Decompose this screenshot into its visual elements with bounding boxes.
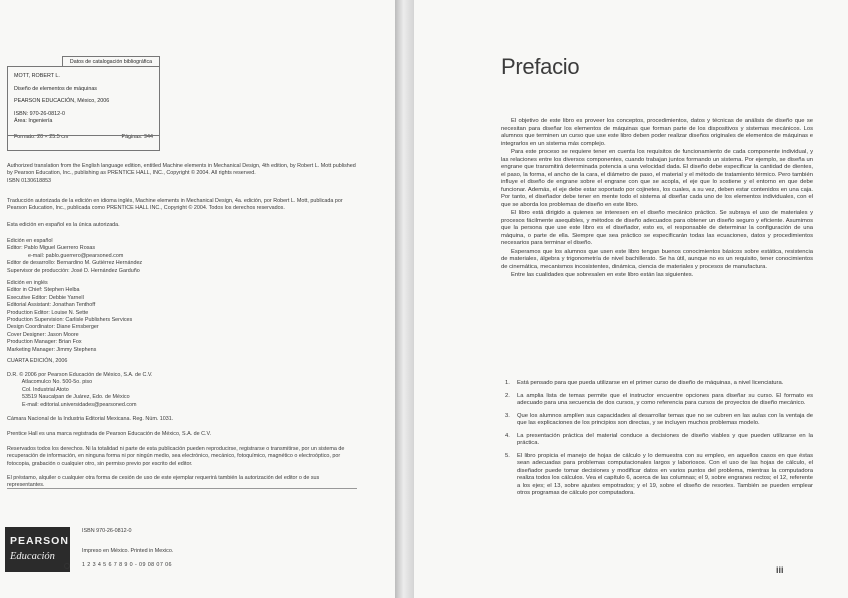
copyright-english-text: Authorized translation from the English language edition, entitled Machine elements in Mechanical Design, 4th edition, by Robert L. Mott published by Pearson Education, Inc., publishing as PRENTICE HALL, INC., Copyright © 2004. All rights reserved. — [7, 163, 356, 177]
edition-note: Esta edición en español es la única autorizada. — [7, 222, 120, 228]
spanish-edition-credits — [7, 238, 357, 275]
catalog-card-tab: Datos de catalogación bibliográfica — [62, 56, 160, 67]
printed-in: Impreso en México. Printed in Mexico. — [82, 548, 174, 554]
fourth-edition: CUARTA EDICIÓN, 2006 — [7, 358, 68, 364]
card-author: MOTT, ROBERT L. — [14, 73, 60, 79]
rights-reserved: Reservados todos los derechos. Ni la totalidad ni parte de esta publicación pueden reproducirse, registrarse o transmitirse, por un sistema de recuperación de información, en ninguna forma ni por ningún medio, sea electrónico, mecánico, fotoquímico, magnético o electroóptico, por fotocopia, grabación o cualquier otro, sin permiso previo por escrito del editor. — [7, 446, 345, 467]
credit-line: Marketing Manager: Jimmy Stephens — [7, 346, 97, 353]
item-text: La amplia lista de temas permite que el instructor encuentre opciones para diseñar su curso. El formato es adecuado para una secuencia de dos cursos, y como referencia para cursos de proyectos de diseño mecánico. — [517, 392, 813, 406]
logo-subtitle: Educación — [10, 551, 55, 562]
list-item — [501, 413, 813, 428]
copyright-spanish-text: Traducción autorizada de la edición en idioma inglés, Machine elements in Mechanical Design, 4a. edición, por Robert L. Mott, publicada por Pearson Education, Inc., publicada como PRENTICE HALL INC., Copyright © 2004. Todos los derechos reservados. — [7, 198, 343, 212]
list-item — [501, 453, 813, 498]
item-text: Está pensado para que pueda utilizarse en el primer curso de diseño de máquinas, a nivel licenciatura. — [517, 380, 784, 386]
isbn-english: ISBN 0130618853 — [7, 177, 52, 184]
credit-line: e-mail: pablo.guerrero@pearsoned.com — [7, 252, 124, 259]
credit-line: Cover Designer: Jason Moore — [7, 331, 79, 338]
page-title: Prefacio — [501, 54, 580, 79]
print-run: 1 2 3 4 5 6 7 8 9 0 - 09 08 07 06 — [82, 562, 172, 568]
english-edition-credits — [7, 280, 357, 354]
publisher-line: 53519 Naucalpan de Juárez, Edo. de México — [7, 394, 130, 401]
item-text: El libro propicia el manejo de hojas de cálculo y lo demuestra con su empleo, en aquellos casos en que éstas sean adecuadas para problemas computacionales largos y laboriosos. Con el uso de las hojas de cálculo, el diseñador puede tomar decisiones y modificar datos en varios puntos del problema, mientras la computadora realiza todos los cálculos. Vea el capítulo 6, acerca de las columnas; el 9, sobre engranes rectos; el 12, referente a los ejes; el 13, sobre ajustes empotrados; y el 19, sobre el diseño de resortes. También se pueden emplear otros programas de cálculo por computadora. — [517, 452, 813, 496]
paragraph: Esperamos que los alumnos que usen este libro tengan buenos conocimientos básicos sobre estática, resistencia de materiales, álgebra y trigonometría de nivel bachillerato. Se ha útil, aunque no es un requisito, tener conocimientos de cinemática, mecanismos incosistentes, dinámica, ciencia de materiales y procesos de manufactura. — [501, 248, 813, 270]
credit-line: Editorial Assistant: Jonathan Tenthoff — [7, 302, 96, 309]
features-list — [501, 380, 813, 503]
publisher-line: Atlacomulco No. 500-5o. piso — [7, 379, 93, 386]
credit-line: Production Manager: Brian Fox — [7, 339, 82, 346]
loan-note: El préstamo, alquiler o cualquier otra forma de cesión de uso de este ejemplar requerirá también la autorización del editor o de sus representantes. — [7, 475, 320, 489]
card-area: Área: Ingeniería — [14, 118, 53, 125]
credit-line: Editor: Pablo Miguel Guerrero Rosas — [7, 245, 96, 252]
list-item — [501, 380, 813, 388]
item-number: 2. — [505, 392, 510, 399]
credit-line: Design Coordinator: Diane Ernsberger — [7, 324, 99, 331]
isbn-spanish: ISBN 970-26-0812-0 — [82, 528, 132, 534]
copyright-page — [0, 0, 395, 598]
catalog-card — [7, 66, 160, 151]
card-edition: PEARSON EDUCACIÓN, México, 2006 — [14, 98, 110, 105]
copyright-english — [7, 163, 357, 185]
card-pages: Páginas: 944 — [121, 133, 153, 140]
preface-body — [501, 118, 813, 281]
preface-page — [414, 0, 848, 598]
credit-line: Supervisor de producción: José D. Hernández Garduño — [7, 267, 140, 274]
publisher-line: D.R. © 2006 por Pearson Educación de México, S.A. de C.V. — [7, 372, 153, 378]
divider — [7, 488, 357, 489]
logo-wordmark: PEARSON — [10, 535, 69, 547]
card-title: Diseño de elementos de máquinas — [14, 85, 98, 92]
credit-line: Edición en español — [7, 238, 53, 244]
credit-line: Executive Editor: Debbie Yarnell — [7, 294, 84, 301]
item-number: 5. — [505, 452, 510, 459]
publisher-line: Col. Industrial Atoto — [7, 386, 69, 393]
pearson-logo — [5, 527, 70, 572]
item-number: 1. — [505, 380, 510, 386]
trademark-note: Prentice Hall es una marca registrada de Pearson Educación de México, S.A. de C.V. — [7, 431, 212, 437]
credit-line: Editor de desarrollo: Bernardino M. Gutiérrez Hernández — [7, 260, 143, 267]
copyright-spanish — [7, 198, 357, 213]
list-item — [501, 393, 813, 408]
publisher-line: E-mail: editorial.universidades@pearsoned.com — [7, 401, 137, 408]
registered-mark-icon: ® — [65, 563, 69, 568]
page-number: iii — [776, 565, 784, 575]
paragraph: Para este proceso se requiere tener en cuenta los requisitos de funcionamiento de cada componente individual, y las relaciones entre los diversos componentes, cuando trabajan juntos formando un sistema. Por ejemplo, se diseña un engrane que transmitirá determinada potencia a una velocidad dada. El diseño debe especificar la cantidad de dientes, el paso, la forma, el ancho de la cara, el diámetro de paso, el material y el método de tratamiento térmico. Pero también influye el diseño de engrane sobre el engrane con que se acopla, el eje que lo sostiene y el entorno en que debe funcionar. Además, el eje debe estar soportado por cojinetes, los cuales, a su vez, deben estar contenidos en una caja. Por tanto, el diseñador debe tener en mente todo el sistema al diseñar cada uno de los elementos individuales, con el que se aborda los problemas de diseño en este libro. — [501, 149, 813, 208]
item-text: Que los alumnos amplíen sus capacidades al desarrollar temas que no se cubren en las aulas con la ventaja de que las explicaciones de los principios son directas, y se incluyen muchos problemas modelo. — [517, 412, 813, 426]
credit-line: Production Editor: Louise N. Sette — [7, 309, 89, 316]
item-number: 4. — [505, 432, 510, 439]
book-gutter — [395, 0, 414, 598]
publisher-address — [7, 372, 357, 409]
credit-line: Production Supervision: Carlisle Publishers Services — [7, 317, 133, 324]
paragraph: El objetivo de este libro es proveer los conceptos, procedimientos, datos y técnicas de análisis de diseño que se necesitan para diseñar los elementos de máquinas que forman parte de los dispositivos y sistemas mecánicos. Los alumnos que terminen un curso que use este libro deben poder realizar diseños originales de elementos de máquinas e integrarlos en un sistema más complejo. — [501, 118, 813, 147]
camara-registry: Cámara Nacional de la Industria Editorial Mexicana. Reg. Núm. 1031. — [7, 416, 174, 422]
credit-line: Edición en inglés — [7, 280, 48, 286]
paragraph: El libro está dirigido a quienes se interesen en el diseño mecánico práctico. Se subraya el uso de materiales y procesos fácilmente asequibles, y métodos de diseño adecuados para obtener un diseño seguro y eficiente. Asumimos que la persona que use este libro es el diseñador, esto es, el responsable de determinar la configuración de una máquina, o parte de ella. Siempre que sea práctico se especificarán todas las ecuaciones, datos y procedimientos necesarios para terminar el diseño. — [501, 210, 813, 246]
credit-line: Editor in Chief: Stephen Helba — [7, 287, 80, 294]
item-number: 3. — [505, 412, 510, 419]
card-isbn: ISBN: 970-26-0812-0 — [14, 110, 65, 117]
card-format: Formato: 20 × 25.5 cm — [14, 133, 69, 140]
paragraph: Entre las cualidades que sobresalen en este libro están las siguientes. — [511, 272, 694, 278]
card-divider — [8, 135, 159, 136]
list-item — [501, 433, 813, 448]
item-text: La presentación práctica del material conduce a decisiones de diseño viables y que pueden utilizarse en la práctica. — [517, 432, 813, 446]
